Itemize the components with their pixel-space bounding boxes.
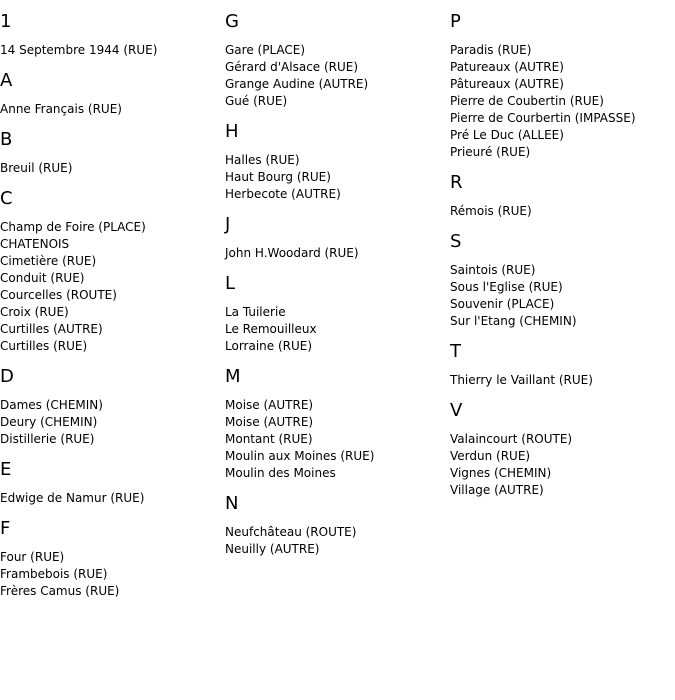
letter-group: [225, 122, 450, 203]
street-item: Frères Camus (RUE): [0, 584, 120, 598]
street-list: [0, 42, 225, 59]
street-item: Moulin des Moines: [225, 466, 336, 480]
street-item: Rémois (RUE): [450, 204, 532, 218]
letter-group: [225, 367, 450, 482]
letter-group: [0, 189, 225, 355]
letter-heading: L: [225, 273, 236, 294]
street-item: Edwige de Namur (RUE): [0, 491, 145, 505]
letter-group: [450, 173, 675, 220]
letter-heading: 1: [0, 11, 12, 32]
street-list: [450, 372, 675, 389]
street-item: Moulin aux Moines (RUE): [225, 449, 375, 463]
street-item: 14 Septembre 1944 (RUE): [0, 43, 158, 57]
street-item: Courcelles (ROUTE): [0, 288, 117, 302]
street-item: Thierry le Vaillant (RUE): [450, 373, 593, 387]
street-item: Frambebois (RUE): [0, 567, 108, 581]
letter-group: [225, 494, 450, 558]
letter-group: [0, 519, 225, 600]
street-item: La Tuilerie: [225, 305, 286, 319]
letter-group: [450, 401, 675, 499]
street-list: [225, 397, 450, 482]
street-item: Curtilles (AUTRE): [0, 322, 103, 336]
street-item: Curtilles (RUE): [0, 339, 88, 353]
street-item: Le Remouilleux: [225, 322, 317, 336]
street-item: Village (AUTRE): [450, 483, 544, 497]
street-item: Lorraine (RUE): [225, 339, 313, 353]
letter-group: [0, 130, 225, 177]
letter-heading: N: [225, 493, 239, 514]
street-item: Pré Le Duc (ALLEE): [450, 128, 564, 142]
letter-heading: M: [225, 366, 241, 387]
street-list: [225, 42, 450, 110]
street-item: Paradis (RUE): [450, 43, 532, 57]
index-column-2: [225, 0, 450, 570]
street-item: Pâtureaux (AUTRE): [450, 77, 564, 91]
letter-heading: T: [450, 341, 461, 362]
street-list: [0, 160, 225, 177]
street-item: Haut Bourg (RUE): [225, 170, 331, 184]
letter-heading: P: [450, 11, 461, 32]
letter-heading: H: [225, 121, 239, 142]
street-item: Patureaux (AUTRE): [450, 60, 564, 74]
letter-heading: J: [225, 214, 231, 235]
letter-group: [225, 215, 450, 262]
street-item: Grange Audine (AUTRE): [225, 77, 369, 91]
street-item: Croix (RUE): [0, 305, 69, 319]
street-item: Vignes (CHEMIN): [450, 466, 552, 480]
street-list: [225, 524, 450, 558]
street-item: Pierre de Courbertin (IMPASSE): [450, 111, 636, 125]
street-list: [0, 219, 225, 355]
street-item: Deury (CHEMIN): [0, 415, 98, 429]
street-item: Dames (CHEMIN): [0, 398, 103, 412]
index-column-1: [0, 0, 225, 612]
street-item: Souvenir (PLACE): [450, 297, 555, 311]
street-list: [225, 245, 450, 262]
letter-heading: F: [0, 518, 11, 539]
street-item: Verdun (RUE): [450, 449, 531, 463]
street-item: Herbecote (AUTRE): [225, 187, 341, 201]
street-item: Anne Français (RUE): [0, 102, 122, 116]
letter-heading: E: [0, 459, 12, 480]
street-item: Gérard d'Alsace (RUE): [225, 60, 359, 74]
street-item: Sous l'Eglise (RUE): [450, 280, 563, 294]
street-item: Neufchâteau (ROUTE): [225, 525, 357, 539]
letter-heading: C: [0, 188, 13, 209]
street-item: Valaincourt (ROUTE): [450, 432, 573, 446]
letter-group: [225, 12, 450, 110]
street-item: CHATENOIS: [0, 237, 70, 251]
letter-heading: A: [0, 70, 13, 91]
letter-heading: S: [450, 231, 462, 252]
street-item: Distillerie (RUE): [0, 432, 95, 446]
letter-heading: B: [0, 129, 13, 150]
street-item: Neuilly (AUTRE): [225, 542, 320, 556]
street-item: Four (RUE): [0, 550, 65, 564]
street-list: [225, 152, 450, 203]
street-item: Saintois (RUE): [450, 263, 536, 277]
street-item: Sur l'Etang (CHEMIN): [450, 314, 577, 328]
letter-heading: R: [450, 172, 463, 193]
letter-group: [450, 342, 675, 389]
street-list: [225, 304, 450, 355]
street-item: Champ de Foire (PLACE): [0, 220, 146, 234]
street-item: John H.Woodard (RUE): [225, 246, 359, 260]
street-item: Cimetière (RUE): [0, 254, 97, 268]
letter-group: [0, 367, 225, 448]
letter-group: [0, 12, 225, 59]
street-item: Conduit (RUE): [0, 271, 85, 285]
street-list: [0, 101, 225, 118]
street-list: [450, 203, 675, 220]
letter-group: [225, 274, 450, 355]
letter-group: [450, 232, 675, 330]
letter-heading: D: [0, 366, 14, 387]
street-list: [450, 431, 675, 499]
street-item: Prieuré (RUE): [450, 145, 531, 159]
index-column-3: [450, 0, 675, 511]
letter-heading: V: [450, 400, 463, 421]
letter-group: [450, 12, 675, 161]
street-item: Gare (PLACE): [225, 43, 306, 57]
street-list: [0, 397, 225, 448]
letter-heading: G: [225, 11, 239, 32]
street-item: Breuil (RUE): [0, 161, 73, 175]
street-item: Pierre de Coubertin (RUE): [450, 94, 604, 108]
street-list: [0, 490, 225, 507]
letter-group: [0, 460, 225, 507]
street-item: Gué (RUE): [225, 94, 288, 108]
street-list: [0, 549, 225, 600]
street-item: Moise (AUTRE): [225, 398, 314, 412]
street-list: [450, 262, 675, 330]
street-item: Moise (AUTRE): [225, 415, 314, 429]
letter-group: [0, 71, 225, 118]
street-list: [450, 42, 675, 161]
street-item: Montant (RUE): [225, 432, 313, 446]
street-item: Halles (RUE): [225, 153, 300, 167]
